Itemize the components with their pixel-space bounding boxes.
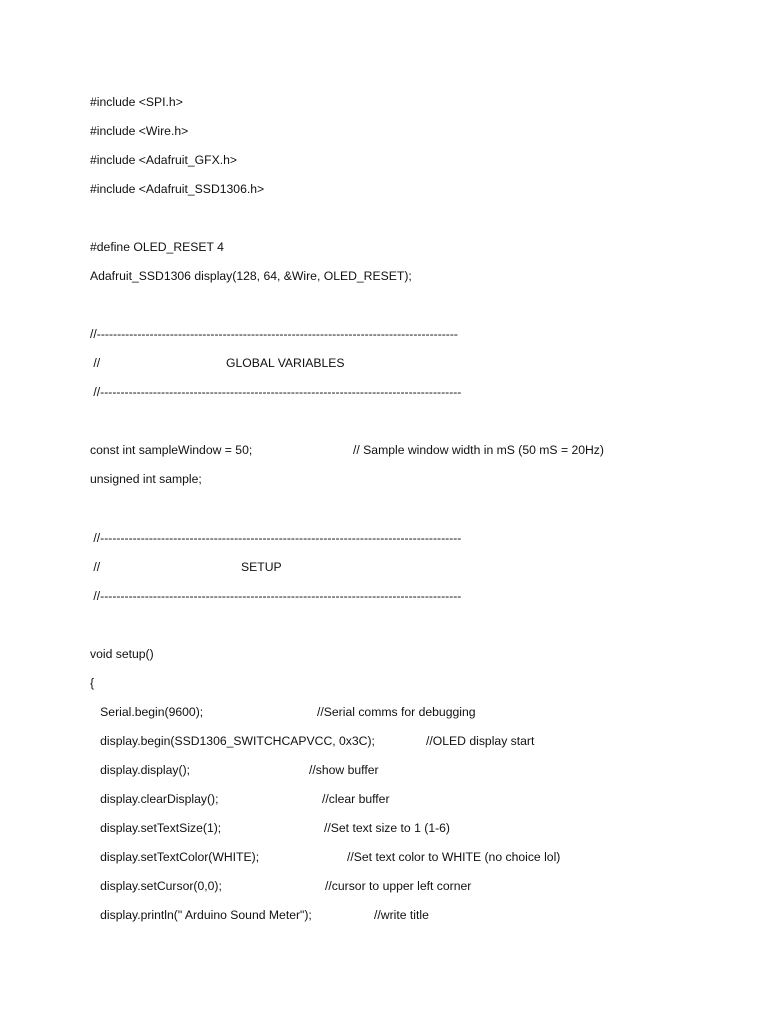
- code-line: [90, 179, 750, 199]
- code-text: const int sampleWindow = 50;: [90, 443, 253, 457]
- code-text: Adafruit_SSD1306 display(128, 64, &Wire, OLED_RESET);: [90, 269, 412, 283]
- code-text: #define OLED_RESET 4: [90, 240, 224, 254]
- code-text: unsigned int sample;: [90, 472, 202, 486]
- inline-comment: //Set text color to WHITE (no choice lol): [347, 850, 561, 864]
- code-line: [90, 644, 750, 664]
- code-line: [90, 121, 750, 141]
- code-text: display.display();: [90, 763, 191, 777]
- code-text: display.setTextColor(WHITE);: [90, 850, 260, 864]
- inline-comment: //write title: [374, 908, 429, 922]
- code-text: void setup(): [90, 647, 154, 661]
- comment-marker: //: [90, 356, 101, 370]
- inline-comment: //clear buffer: [322, 792, 390, 806]
- code-line: [90, 789, 750, 809]
- code-line: [90, 237, 750, 257]
- separator-comment: //-----------------------------------------------------------------------------------------: [90, 589, 462, 603]
- code-text: #include <Adafruit_GFX.h>: [90, 153, 238, 167]
- inline-comment: // Sample window width in mS (50 mS = 20Hz): [353, 443, 604, 457]
- code-line: [90, 150, 750, 170]
- code-text: #include <Adafruit_SSD1306.h>: [90, 182, 265, 196]
- code-line: [90, 847, 750, 867]
- code-line: [90, 876, 750, 896]
- code-line: [90, 469, 750, 489]
- code-text: #include <SPI.h>: [90, 95, 183, 109]
- code-line: [90, 92, 750, 112]
- section-heading: GLOBAL VARIABLES: [226, 356, 345, 370]
- code-line: [90, 440, 750, 460]
- separator-comment: //-----------------------------------------------------------------------------------------: [90, 327, 458, 341]
- code-line: [90, 528, 750, 548]
- code-line: [90, 557, 750, 577]
- code-text: display.println(" Arduino Sound Meter");: [90, 908, 312, 922]
- inline-comment: //show buffer: [309, 763, 379, 777]
- code-line: [90, 382, 750, 402]
- code-text: display.setCursor(0,0);: [90, 879, 222, 893]
- code-text: display.clearDisplay();: [90, 792, 219, 806]
- inline-comment: //Set text size to 1 (1-6): [324, 821, 450, 835]
- code-text: {: [90, 676, 95, 690]
- code-line: [90, 586, 750, 606]
- code-line: [90, 353, 750, 373]
- code-text: display.begin(SSD1306_SWITCHCAPVCC, 0x3C);: [90, 734, 375, 748]
- code-text: #include <Wire.h>: [90, 124, 189, 138]
- inline-comment: //Serial comms for debugging: [317, 705, 476, 719]
- code-line: [90, 324, 750, 344]
- inline-comment: //cursor to upper left corner: [325, 879, 472, 893]
- code-line: [90, 760, 750, 780]
- code-line: [90, 673, 750, 693]
- code-line: [90, 702, 750, 722]
- code-line: [90, 731, 750, 751]
- code-line: [90, 818, 750, 838]
- code-line: [90, 905, 750, 925]
- separator-comment: //-----------------------------------------------------------------------------------------: [90, 531, 462, 545]
- separator-comment: //-----------------------------------------------------------------------------------------: [90, 385, 462, 399]
- inline-comment: //OLED display start: [426, 734, 535, 748]
- comment-marker: //: [90, 560, 101, 574]
- code-text: display.setTextSize(1);: [90, 821, 222, 835]
- section-heading: SETUP: [241, 560, 282, 574]
- code-line: [90, 266, 750, 286]
- code-text: Serial.begin(9600);: [90, 705, 204, 719]
